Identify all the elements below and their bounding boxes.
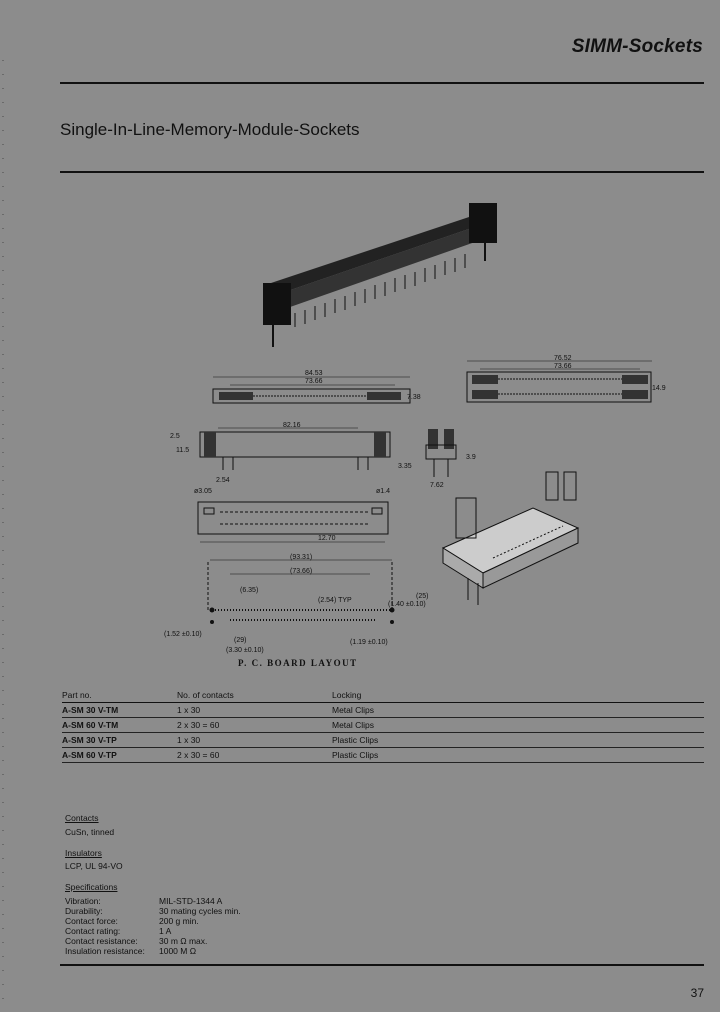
dim-pcb-2: (73.66) xyxy=(290,568,313,575)
header-locking: Locking xyxy=(332,688,704,703)
contacts-text: CuSn, tinned xyxy=(65,827,115,837)
spec-label: Vibration: xyxy=(65,896,101,906)
dim-pcb-10: (1.40 ±0.10) xyxy=(388,601,426,608)
spec-value: 200 g min. xyxy=(159,916,199,926)
dim-front-4: 3.35 xyxy=(398,463,412,470)
part-number: A-SM 30 V-TP xyxy=(62,733,177,748)
spec-value: 30 mating cycles min. xyxy=(159,906,241,916)
dim-top-1: 84.53 xyxy=(305,370,323,377)
contacts-heading: Contacts xyxy=(65,813,99,823)
dim-side-2: 7.62 xyxy=(430,482,444,489)
locking-type: Plastic Clips xyxy=(332,733,704,748)
dim-side-1: 3.9 xyxy=(466,454,476,461)
dim-pcb-4: (2.54) TYP xyxy=(318,597,352,604)
part-number: A-SM 30 V-TM xyxy=(62,703,177,718)
contact-count: 1 x 30 xyxy=(177,733,332,748)
dim-pcb-8: (3.30 ±0.10) xyxy=(226,647,264,654)
dim-front-5: 2.54 xyxy=(216,477,230,484)
dim-front-1: 82.16 xyxy=(283,422,301,429)
brand-title: SIMM-Sockets xyxy=(571,36,703,57)
title-rule xyxy=(60,171,704,173)
exploded-socket-illustration xyxy=(438,468,588,608)
spec-label: Contact force: xyxy=(65,916,118,926)
spec-value: 30 m Ω max. xyxy=(159,936,208,946)
spec-row xyxy=(65,926,241,936)
part-number: A-SM 60 V-TP xyxy=(62,748,177,763)
table-row xyxy=(62,718,704,733)
spec-value: MIL-STD-1344 A xyxy=(159,896,223,906)
footer-rule xyxy=(60,964,704,966)
dim-pcb-9: (1.19 ±0.10) xyxy=(350,639,388,646)
margin-dots xyxy=(2,60,4,1000)
dim-dbl-2: 73.66 xyxy=(554,363,572,370)
pcb-layout-drawing xyxy=(160,550,429,655)
top-view-drawing xyxy=(205,365,435,415)
specifications-heading: Specifications xyxy=(65,882,118,892)
dim-bottom-1: 12.70 xyxy=(318,535,336,542)
dim-dbl-1: 76.52 xyxy=(554,355,572,362)
spec-value: 1 A xyxy=(159,926,172,936)
dim-pcb-1: (93.31) xyxy=(290,554,313,561)
spec-row xyxy=(65,946,241,956)
spec-row xyxy=(65,896,241,906)
spec-row xyxy=(65,906,241,916)
dim-dbl-3: 14.9 xyxy=(652,385,666,392)
header-part-no: Part no. xyxy=(62,688,177,703)
contact-count: 2 x 30 = 60 xyxy=(177,748,332,763)
page-title: Single-In-Line-Memory-Module-Sockets xyxy=(60,120,360,139)
contact-count: 2 x 30 = 60 xyxy=(177,718,332,733)
dim-front-6: ø3.05 xyxy=(194,488,212,495)
spec-row xyxy=(65,936,241,946)
dim-pcb-3: (6.35) xyxy=(240,587,259,594)
double-view-drawing xyxy=(462,352,666,412)
spec-row xyxy=(65,916,241,926)
dim-pcb-6: (29) xyxy=(234,637,247,644)
locking-type: Plastic Clips xyxy=(332,748,704,763)
pcb-layout-caption: P. C. BOARD LAYOUT xyxy=(238,658,358,668)
front-view-drawing xyxy=(168,420,413,500)
locking-type: Metal Clips xyxy=(332,718,704,733)
spec-label: Insulation resistance: xyxy=(65,946,145,956)
parts-table-header xyxy=(62,688,704,703)
dim-top-2: 73.66 xyxy=(305,378,323,385)
header-contacts: No. of contacts xyxy=(177,688,332,703)
bottom-view-drawing xyxy=(190,498,405,548)
socket-3d-illustration xyxy=(255,195,510,355)
page-number: 37 xyxy=(690,986,704,1000)
dim-front-3: 11.5 xyxy=(176,447,190,454)
contact-count: 1 x 30 xyxy=(177,703,332,718)
dim-front-2: 2.5 xyxy=(170,433,180,440)
parts-table xyxy=(62,688,704,763)
part-number: A-SM 60 V-TM xyxy=(62,718,177,733)
table-row xyxy=(62,748,704,763)
dim-pcb-7: (1.52 ±0.10) xyxy=(164,631,202,638)
insulators-heading: Insulators xyxy=(65,848,102,858)
table-row xyxy=(62,733,704,748)
dim-pcb-5: (25) xyxy=(416,593,429,600)
spec-label: Contact rating: xyxy=(65,926,121,936)
spec-label: Durability: xyxy=(65,906,103,916)
table-row xyxy=(62,703,704,718)
insulators-text: LCP, UL 94-VO xyxy=(65,861,123,871)
spec-label: Contact resistance: xyxy=(65,936,138,946)
spec-value: 1000 M Ω xyxy=(159,946,197,956)
locking-type: Metal Clips xyxy=(332,703,704,718)
header-rule xyxy=(60,82,704,84)
dim-front-7: ø1.4 xyxy=(376,488,391,495)
specifications-table xyxy=(65,896,241,956)
dim-top-3: 7.38 xyxy=(407,394,421,401)
